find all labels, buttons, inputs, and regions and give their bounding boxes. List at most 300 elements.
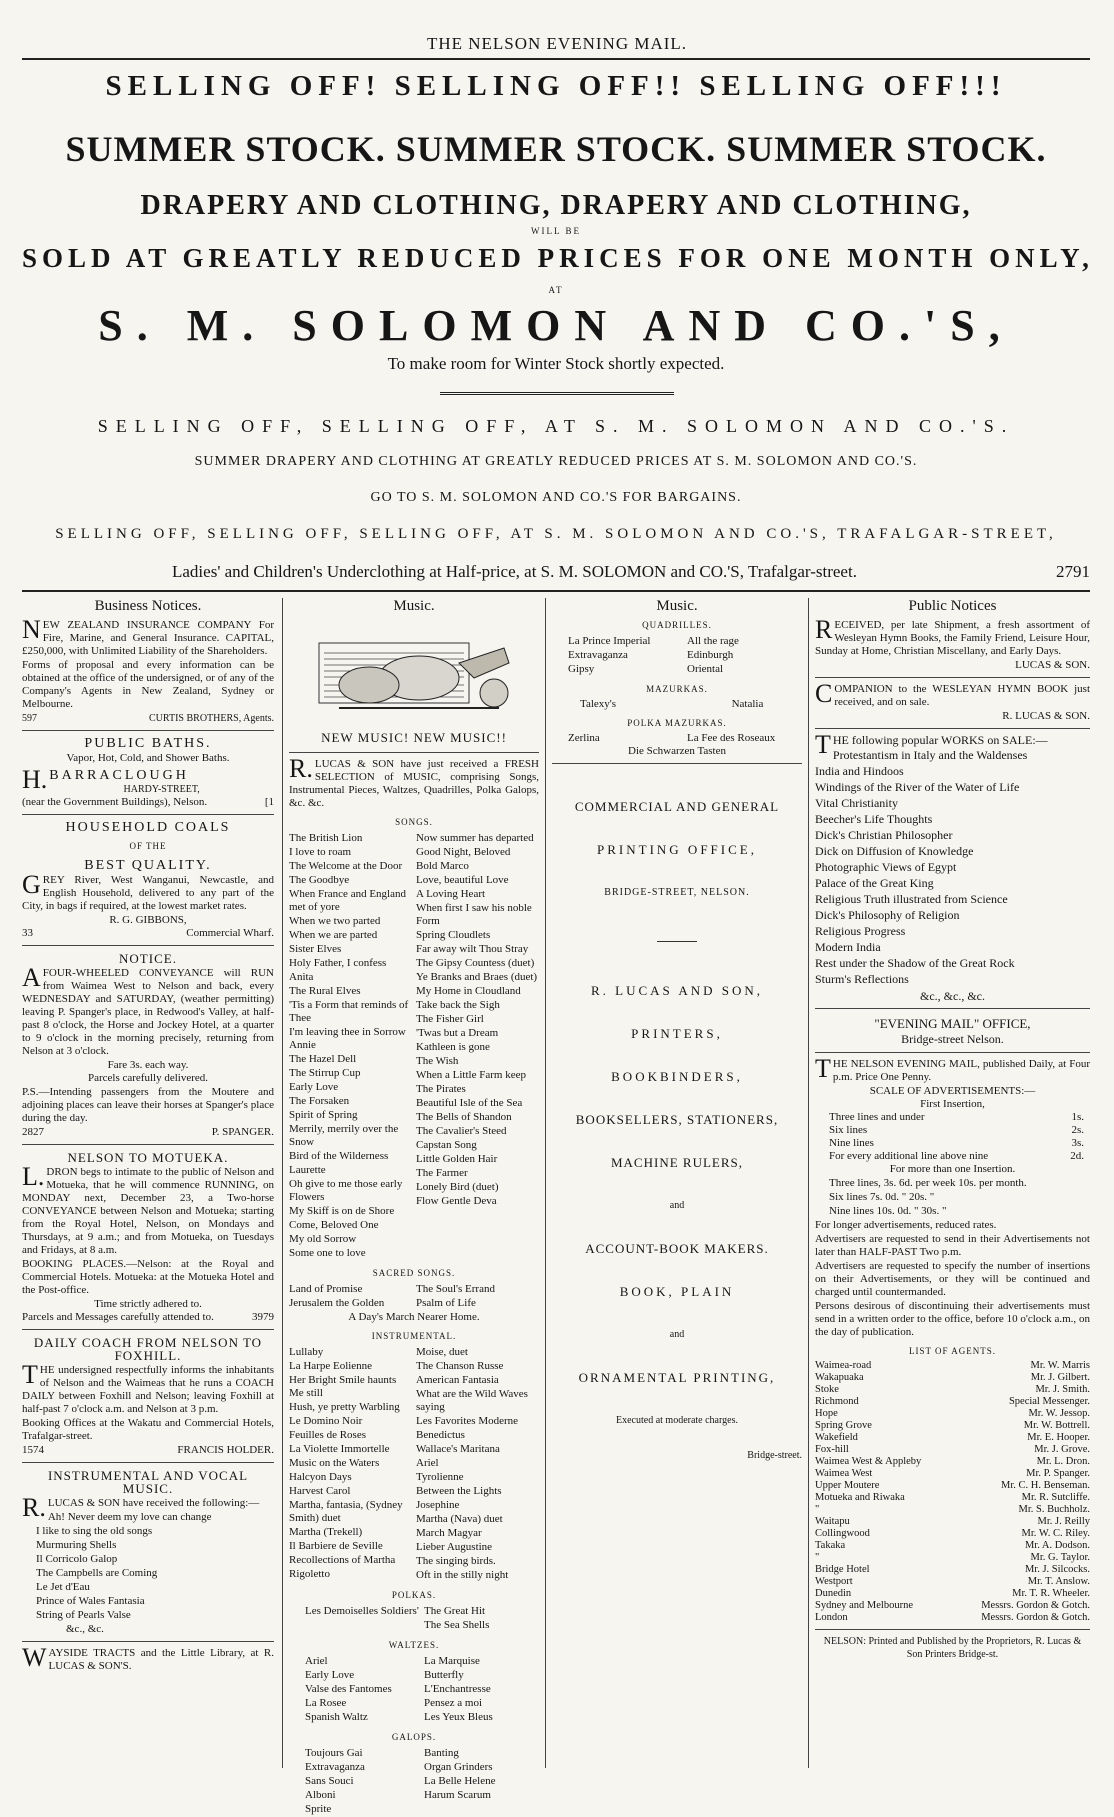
more-than-one: For more than one Insertion. xyxy=(889,1163,1016,1175)
waltz-item: Ariel xyxy=(305,1655,328,1667)
instrumental-item: Her Bright Smile haunts Me still xyxy=(289,1374,397,1399)
coals-of-the: OF THE xyxy=(129,841,167,851)
galops-left xyxy=(305,1746,420,1817)
song-item: Merrily, merrily over the Snow xyxy=(289,1123,399,1148)
coach-signature: 1574 FRANCIS HOLDER. xyxy=(22,1444,274,1456)
instrumental-list xyxy=(289,1345,539,1583)
instrumental-item: Benedictus xyxy=(416,1429,465,1441)
rate-row xyxy=(829,1111,1084,1124)
work-item: Vital Christianity xyxy=(815,796,898,810)
song-item: Good Night, Beloved xyxy=(416,846,511,858)
rates-multiple-insertion xyxy=(815,1177,1090,1218)
agent-row xyxy=(815,1444,1090,1456)
polka-item: The Sea Shells xyxy=(424,1619,490,1631)
instr-vocal-list xyxy=(22,1511,274,1636)
instrumental-item: Rigoletto xyxy=(289,1568,330,1580)
song-item: Holy Father, I confess xyxy=(289,957,387,969)
agent-row-label: Sydney and Melbourne xyxy=(815,1600,913,1611)
coals-address: 33 Commercial Wharf. xyxy=(22,927,274,939)
waltzes-left xyxy=(305,1654,420,1725)
notice-parcels: Parcels carefully delivered. xyxy=(87,1072,209,1084)
songs-right xyxy=(416,831,539,1261)
instrumental-item: Martha (Trekell) xyxy=(289,1526,363,1538)
list-item: Murmuring Shells xyxy=(36,1539,117,1551)
work-item: Religious Progress xyxy=(815,924,906,938)
song-item: Early Love xyxy=(289,1081,339,1093)
separator xyxy=(815,1629,1090,1630)
agent-row-value: Mr. W. Marris xyxy=(1030,1360,1090,1371)
baths-subtitle: Vapor, Hot, Cold, and Shower Baths. xyxy=(66,752,230,764)
song-item: Flow Gentle Deva xyxy=(416,1195,497,1207)
waltz-item: L'Enchantresse xyxy=(424,1683,491,1695)
baths-proprietor: H. BARRACLOUGH xyxy=(22,765,189,794)
galop-item: Harum Scarum xyxy=(424,1789,491,1801)
agent-row-label: Waimea-road xyxy=(815,1360,872,1371)
column-header: Public Notices xyxy=(908,598,997,614)
song-item: When a Little Farm keep xyxy=(416,1069,526,1081)
advertiser-note-3: Persons desirous of discontinuing their advertisements must send in a written order to the office, before 10 o'clock a.m., on the day of publication. xyxy=(815,1300,1090,1338)
list-item: Talexy's xyxy=(580,698,617,710)
agent-row-value: Mr. W. C. Riley. xyxy=(1021,1528,1090,1539)
agent-row-label: Waitapu xyxy=(815,1516,850,1527)
song-item: Beautiful Isle of the Sea xyxy=(416,1097,523,1109)
song-item: When we are parted xyxy=(289,929,378,941)
work-item: Windings of the River of the Water of Life xyxy=(815,780,1020,794)
list-item: I like to sing the old songs xyxy=(36,1525,153,1537)
song-item: Bold Marco xyxy=(416,860,469,872)
agent-row xyxy=(815,1468,1090,1480)
quadrille-item: Extravaganza xyxy=(568,649,628,661)
song-item: When we two parted xyxy=(289,915,381,927)
agent-row xyxy=(815,1540,1090,1552)
coals-title: HOUSEHOLD COALS xyxy=(65,820,231,835)
motueka-parcels: Parcels and Messages carefully attended to. 3979 xyxy=(22,1311,274,1323)
agent-row-label: Waimea West & Appleby xyxy=(815,1456,922,1467)
polkas-title: POLKAS. xyxy=(391,1590,437,1600)
print-office: PRINTING OFFICE, xyxy=(597,842,757,857)
first-insertion: First Insertion, xyxy=(920,1098,985,1110)
song-item: Take back the Sigh xyxy=(416,999,500,1011)
polka-mazurkas-list xyxy=(552,732,802,745)
ad-summer-stock: SUMMER STOCK. SUMMER STOCK. SUMMER STOCK. xyxy=(65,129,1047,169)
agent-row-value: Mr. E. Hooper. xyxy=(1027,1432,1090,1443)
instrumental-item: Hush, ye pretty Warbling xyxy=(289,1401,400,1413)
songs-list xyxy=(289,831,539,1261)
galop-item: Sans Souci xyxy=(305,1775,354,1787)
song-item: 'Tis a Form that reminds of Thee xyxy=(289,999,409,1024)
booksellers: BOOKSELLERS, STATIONERS, xyxy=(575,1112,779,1127)
ad-solomon: S. M. SOLOMON AND CO.'S, xyxy=(98,301,1014,350)
agent-row-value: Mr. R. Sutcliffe. xyxy=(1021,1492,1090,1503)
separator xyxy=(22,730,274,731)
separator xyxy=(22,945,274,946)
song-item: The Welcome at the Door xyxy=(289,860,403,872)
agent-row-value: Mr. W. Bottrell. xyxy=(1023,1420,1090,1431)
column-divider xyxy=(808,598,809,1768)
rate-item: Nine lines 10s. 0d. " 30s. " xyxy=(829,1205,947,1217)
printers: PRINTERS, xyxy=(631,1026,723,1041)
agents-list xyxy=(815,1360,1090,1624)
agent-row xyxy=(815,1612,1090,1624)
song-item: I love to roam xyxy=(289,846,352,858)
galops-right xyxy=(424,1746,539,1817)
song-item: Come, Beloved One xyxy=(289,1219,379,1231)
motueka-time: Time strictly adhered to. xyxy=(94,1298,202,1310)
sacred-left xyxy=(289,1282,412,1311)
rate-row-value: 3s. xyxy=(1071,1137,1084,1149)
work-item: Dick's Christian Philosopher xyxy=(815,828,953,842)
coach-title: DAILY COACH FROM NELSON TO FOXHILL. xyxy=(33,1335,263,1363)
notice-title: NOTICE. xyxy=(119,951,177,966)
works-list xyxy=(815,748,1090,987)
agent-row-value: Mr. J. Smith. xyxy=(1035,1384,1090,1395)
agent-row-value: Mr. P. Spanger. xyxy=(1026,1468,1090,1479)
advertiser-note-2: Advertisers are requested to specify the number of insertions on their Advertisements, or they will be continued and charged until countermanded. xyxy=(815,1260,1090,1298)
instrumental-item: Wallace's Maritana xyxy=(416,1443,500,1455)
rate-row xyxy=(829,1124,1084,1137)
song-item: Some one to love xyxy=(289,1247,366,1259)
agent-row xyxy=(815,1420,1090,1432)
song-item: The British Lion xyxy=(289,832,363,844)
baths-title: PUBLIC BATHS. xyxy=(84,736,212,751)
agent-row xyxy=(815,1480,1090,1492)
columns-top-rule xyxy=(22,590,1090,592)
column-business-notices xyxy=(22,600,274,1674)
separator xyxy=(22,814,274,815)
agent-row xyxy=(815,1588,1090,1600)
print-address: BRIDGE-STREET, NELSON. xyxy=(604,887,750,898)
song-item: Little Golden Hair xyxy=(416,1153,498,1165)
list-item: &c., &c. xyxy=(66,1623,104,1635)
coach-booking: Booking Offices at the Wakatu and Commercial Hotels, Trafalgar-street. xyxy=(22,1417,274,1442)
instrumental-right xyxy=(416,1345,539,1583)
agent-row-value: Mr. L. Dron. xyxy=(1036,1456,1090,1467)
agent-row-value: Mr. G. Taylor. xyxy=(1030,1552,1090,1563)
rate-row-label: For every additional line above nine xyxy=(829,1150,989,1162)
instrumental-item: American Fantasia xyxy=(416,1374,499,1386)
agent-row-label: Westport xyxy=(815,1576,853,1587)
agent-row-label: Dunedin xyxy=(815,1588,852,1599)
separator xyxy=(289,752,539,753)
coals-signature: R. G. GIBBONS, xyxy=(109,914,187,926)
column-public-notices xyxy=(815,600,1090,1661)
song-item: A Loving Heart xyxy=(416,888,486,900)
motueka-title: NELSON TO MOTUEKA. xyxy=(67,1150,229,1165)
agent-row-label: " xyxy=(815,1552,820,1563)
ad-bargains: GO TO S. M. SOLOMON AND CO.'S FOR BARGAINS. xyxy=(370,490,742,505)
agent-row xyxy=(815,1456,1090,1468)
mazurkas-list xyxy=(552,698,802,711)
agent-row xyxy=(815,1492,1090,1504)
agent-row-value: Messrs. Gordon & Gotch. xyxy=(981,1612,1090,1623)
rate-row-value: 2s. xyxy=(1071,1124,1084,1136)
agent-row-label: Upper Moutere xyxy=(815,1480,880,1491)
song-item: 'Twas but a Dream xyxy=(416,1027,499,1039)
quadrilles-list xyxy=(552,634,802,677)
galop-item: Extravaganza xyxy=(305,1761,365,1773)
book-plain: BOOK, PLAIN xyxy=(619,1284,735,1299)
waltz-item: La Marquise xyxy=(424,1655,480,1667)
ad-selling-at-solomon: SELLING OFF, SELLING OFF, AT S. M. SOLOMON AND CO.'S. xyxy=(97,416,1015,436)
notice-text: AFOUR-WHEELED CONVEYANCE will RUN from Waimea West to Nelson and back, every WEDNESDAY and SATURDAY, (weather permitting) leaving P. Spanger's place, in Redwood's Valley, at half-past 8 o'clock, the Horse and Jockey Hotel, at a quarter to 9 o'clock in the morning precisely, returning from Nelson at 3 o'clock. xyxy=(22,963,274,1057)
song-item: The Rural Elves xyxy=(289,985,361,997)
song-item: The Gipsy Countess (duet) xyxy=(416,957,535,969)
received-notice: RECEIVED, per late Shipment, a fresh assortment of Wesleyan Hymn Books, the Family Friend, Leisure Hour, Sunday at Home, Christian Miscellany, and Early Days. xyxy=(815,615,1090,657)
polkas-right xyxy=(424,1604,539,1633)
column-divider xyxy=(545,598,546,1768)
quadrille-item: Gipsy xyxy=(568,663,595,675)
galop-item: Sprite xyxy=(305,1803,332,1815)
column-music-printing xyxy=(552,600,802,1462)
ad-divider xyxy=(440,392,674,395)
polka-item: The Great Hit xyxy=(424,1605,486,1617)
waltz-item: Early Love xyxy=(305,1669,355,1681)
work-item: Palace of the Great King xyxy=(815,876,934,890)
ad-number: 2791 xyxy=(1056,562,1090,581)
list-item: Il Corricolo Galop xyxy=(36,1553,118,1565)
ad-summer-drapery: SUMMER DRAPERY AND CLOTHING AT GREATLY REDUCED PRICES AT S. M. SOLOMON AND CO.'S. xyxy=(194,454,918,469)
account-book-makers: ACCOUNT-BOOK MAKERS. xyxy=(585,1241,769,1256)
companion-notice: COMPANION to the WESLEYAN HYMN BOOK just received, and on sale. xyxy=(815,679,1090,708)
publication-notice: THE NELSON EVENING MAIL, published Daily, at Four p.m. Price One Penny. xyxy=(815,1054,1090,1083)
instrumental-item: Harvest Carol xyxy=(289,1485,351,1497)
rate-row-value: 2d. xyxy=(1070,1150,1084,1162)
agent-row-label: Wakapuaka xyxy=(815,1372,864,1383)
song-item: The Forsaken xyxy=(289,1095,350,1107)
galop-item: La Belle Helene xyxy=(424,1775,496,1787)
music-instruments-illustration xyxy=(309,623,519,723)
baths-street: HARDY-STREET, xyxy=(123,784,200,795)
galop-item: Banting xyxy=(424,1747,459,1759)
imprint: NELSON: Printed and Published by the Proprietors, R. Lucas & Son Printers Bridge-st. xyxy=(823,1636,1082,1660)
list-item: La Fee des Roseaux xyxy=(687,732,776,744)
companion-signature: R. LUCAS & SON. xyxy=(1002,710,1090,722)
agent-row-label: Collingwood xyxy=(815,1528,870,1539)
sacred-right xyxy=(416,1282,539,1311)
rate-row xyxy=(829,1150,1084,1163)
separator xyxy=(22,1641,274,1642)
song-item: Far away wilt Thou Stray xyxy=(416,943,529,955)
sacred-list xyxy=(289,1282,539,1311)
ad-underclothing xyxy=(22,562,1090,582)
waltzes-title: WALTZES. xyxy=(388,1640,440,1650)
instrumental-item: Martha, fantasia, (Sydney Smith) duet xyxy=(289,1499,403,1524)
work-item: Dick's Philosophy of Religion xyxy=(815,908,960,922)
instrumental-item: Lullaby xyxy=(289,1346,324,1358)
rate-item: Six lines 7s. 0d. " 20s. " xyxy=(829,1191,935,1203)
sacred-last: A Day's March Nearer Home. xyxy=(348,1311,480,1323)
waltz-item: La Rosee xyxy=(305,1697,347,1709)
instrumental-left xyxy=(289,1345,412,1583)
polkas-left xyxy=(305,1604,420,1633)
and-text: and xyxy=(669,1200,685,1211)
waltz-item: Spanish Waltz xyxy=(305,1711,368,1723)
mazurkas-title: MAZURKAS. xyxy=(646,684,708,694)
instrumental-item: Halcyon Days xyxy=(289,1471,352,1483)
baths-address: (near the Government Buildings), Nelson. [1 xyxy=(22,796,274,808)
song-item: Now summer has departed xyxy=(416,832,534,844)
agent-row-value: Mr. A. Dodson. xyxy=(1024,1540,1090,1551)
polka-item: Les Demoiselles Soldiers' xyxy=(305,1605,419,1617)
song-item: Spring Cloudlets xyxy=(416,929,491,941)
work-item: Beecher's Life Thoughts xyxy=(815,812,933,826)
machine-rulers: MACHINE RULERS, xyxy=(610,1155,743,1170)
waltzes-list xyxy=(289,1654,539,1725)
quadrille-item: Oriental xyxy=(687,663,724,675)
separator xyxy=(22,1462,274,1463)
songs-title: SONGS. xyxy=(395,817,433,827)
waltz-item: Butterfly xyxy=(424,1669,464,1681)
list-item: Ah! Never deem my love can change xyxy=(47,1511,212,1523)
song-item: Bird of the Wilderness xyxy=(289,1150,389,1162)
song-item: My Home in Cloudland xyxy=(416,985,521,997)
advertiser-note-1: Advertisers are requested to send in their Advertisements not later than HALF-PAST Two p.m. xyxy=(815,1233,1090,1258)
agent-row-value: Mr. S. Buchholz. xyxy=(1018,1504,1090,1515)
galop-item: Toujours Gai xyxy=(305,1747,363,1759)
agent-row xyxy=(815,1384,1090,1396)
sacred-song-item: Land of Promise xyxy=(289,1283,363,1295)
separator xyxy=(815,728,1090,729)
rate-row xyxy=(829,1137,1084,1150)
notice-ps: P.S.—Intending passengers from the Moutere and adjoining places can leave their horses at Spanger's place during the day. xyxy=(22,1086,274,1124)
received-signature: LUCAS & SON. xyxy=(1015,659,1090,671)
evening-mail-office: "EVENING MAIL" OFFICE, xyxy=(874,1016,1031,1031)
list-item: String of Pearls Valse xyxy=(36,1609,131,1621)
sacred-song-item: Psalm of Life xyxy=(416,1297,476,1309)
instrumental-item: Martha (Nava) duet xyxy=(416,1513,503,1525)
instrumental-item: What are the Wild Waves saying xyxy=(416,1388,528,1413)
agent-row-value: Special Messenger. xyxy=(1008,1396,1090,1407)
instrumental-item: Ariel xyxy=(416,1457,439,1469)
agent-row-value: Mr. C. H. Benseman. xyxy=(1001,1480,1090,1491)
masthead-rule xyxy=(22,58,1090,60)
agent-row xyxy=(815,1552,1090,1564)
work-item: Dick on Diffusion of Knowledge xyxy=(815,844,974,858)
music-intro: R. LUCAS & SON have just received a FRESH SELECTION of MUSIC, comprising Songs, Instrumental Pieces, Waltzes, Quadrilles, Polka Galops, &c. &c. xyxy=(289,754,539,809)
galop-item: Organ Grinders xyxy=(424,1761,493,1773)
work-item: Religious Truth illustrated from Science xyxy=(815,892,1008,906)
agent-row xyxy=(815,1408,1090,1420)
separator xyxy=(22,1144,274,1145)
quadrille-item: La Prince Imperial xyxy=(568,635,651,647)
instrumental-item: Music on the Waters xyxy=(289,1457,380,1469)
instrumental-item: Les Favorites Moderne xyxy=(416,1415,519,1427)
song-item: The Pirates xyxy=(416,1083,466,1095)
instrumental-item: Josephine xyxy=(416,1499,460,1511)
ad-drapery: DRAPERY AND CLOTHING, DRAPERY AND CLOTHING, xyxy=(140,190,972,221)
coals-best-quality: BEST QUALITY. xyxy=(84,858,212,873)
ad-trafalgar: SELLING OFF, SELLING OFF, SELLING OFF, AT S. M. SOLOMON AND CO.'S, TRAFALGAR-STREET, xyxy=(55,526,1057,542)
agent-row-label: Wakefield xyxy=(815,1432,858,1443)
polka-mazurkas-title: POLKA MAZURKAS. xyxy=(627,718,727,728)
rates-first-insertion xyxy=(815,1111,1090,1163)
separator xyxy=(815,677,1090,678)
work-item: Modern India xyxy=(815,940,881,954)
agent-row-value: Mr. J. Reilly xyxy=(1037,1516,1090,1527)
agent-row-label: Richmond xyxy=(815,1396,859,1407)
instrumental-item: La Harpe Eolienne xyxy=(289,1360,373,1372)
song-item: Laurette xyxy=(289,1164,326,1176)
ad-will-be: WILL BE xyxy=(531,226,581,236)
separator xyxy=(815,1008,1090,1009)
instrumental-item: Oft in the stilly night xyxy=(416,1569,509,1581)
agent-row-value: Mr. W. Jessop. xyxy=(1028,1408,1090,1419)
song-item: When France and England met of yore xyxy=(289,888,406,913)
instrumental-item: Lieber Augustine xyxy=(416,1541,493,1553)
song-item: My Skiff is on de Shore xyxy=(289,1205,395,1217)
song-item: Love, beautiful Love xyxy=(416,874,509,886)
instrumental-item: Tyrolienne xyxy=(416,1471,464,1483)
song-item: The Farmer xyxy=(416,1167,468,1179)
agent-row xyxy=(815,1600,1090,1612)
song-item: The Goodbye xyxy=(289,874,350,886)
instrumental-item: Moise, duet xyxy=(416,1346,468,1358)
list-item: Prince of Wales Fantasia xyxy=(36,1595,145,1607)
galops-title: GALOPS. xyxy=(391,1732,437,1742)
agent-row-label: " xyxy=(815,1504,820,1515)
separator xyxy=(815,1052,1090,1053)
work-item: Sturm's Reflections xyxy=(815,972,909,986)
instrumental-title: INSTRUMENTAL. xyxy=(371,1331,457,1341)
galops-list xyxy=(289,1746,539,1817)
ad-at: AT xyxy=(548,285,564,295)
agent-row-label: Stoke xyxy=(815,1384,839,1395)
song-item: Oh give to me those early Flowers xyxy=(289,1178,403,1203)
quadrille-item: Edinburgh xyxy=(687,649,734,661)
list-item: The Campbells are Coming xyxy=(36,1567,158,1579)
instrumental-item: Recollections of Martha xyxy=(289,1554,396,1566)
ad-selling-off: SELLING OFF! SELLING OFF!! SELLING OFF!!! xyxy=(105,70,1007,102)
r-lucas-and-son: R. LUCAS AND SON, xyxy=(591,983,763,998)
song-item: Sister Elves xyxy=(289,943,342,955)
waltz-item: Les Yeux Bleus xyxy=(424,1711,493,1723)
song-item: Ye Branks and Braes (duet) xyxy=(416,971,538,983)
bridge-street: Bridge-street. xyxy=(747,1450,802,1461)
agent-row-label: London xyxy=(815,1612,848,1623)
column-header: Business Notices. xyxy=(94,598,202,614)
instrumental-item: Il Barbiere de Seville xyxy=(289,1540,383,1552)
rate-row-label: Three lines and under xyxy=(829,1111,925,1123)
work-item: Rest under the Shadow of the Great Rock xyxy=(815,956,1015,970)
waltz-item: Pensez a moi xyxy=(424,1697,483,1709)
agent-row xyxy=(815,1396,1090,1408)
waltz-item: Valse des Fantomes xyxy=(305,1683,392,1695)
work-item: Photographic Views of Egypt xyxy=(815,860,957,874)
song-item: I'm leaving thee in Sorrow Annie xyxy=(289,1026,406,1051)
works-etc: &c., &c., &c. xyxy=(920,989,985,1003)
agent-row-label: Spring Grove xyxy=(815,1420,872,1431)
and-text: and xyxy=(669,1329,685,1340)
executed-charges: Executed at moderate charges. xyxy=(616,1415,738,1426)
new-music-heading: NEW MUSIC! NEW MUSIC!! xyxy=(321,730,507,745)
agent-row-label: Bridge Hotel xyxy=(815,1564,870,1575)
longer-ads: For longer advertisements, reduced rates. xyxy=(815,1219,997,1231)
song-item: The Hazel Dell xyxy=(289,1053,357,1065)
ad-reduced-prices: SOLD AT GREATLY REDUCED PRICES FOR ONE MONTH ONLY, xyxy=(22,243,1094,273)
list-item: Le Jet d'Eau xyxy=(36,1581,90,1593)
instrumental-item: La Violette Immortelle xyxy=(289,1443,390,1455)
list-item: Zerlina xyxy=(568,732,600,744)
ad-winter-stock: To make room for Winter Stock shortly expected. xyxy=(387,354,725,373)
instrumental-item: Le Domino Noir xyxy=(289,1415,363,1427)
rate-row-value: 1s. xyxy=(1071,1111,1084,1123)
nz-insurance-signature: 597 CURTIS BROTHERS, Agents. xyxy=(22,713,274,724)
agent-row xyxy=(815,1564,1090,1576)
quadrille-item: All the rage xyxy=(687,635,739,647)
separator xyxy=(22,1329,274,1330)
song-item: Capstan Song xyxy=(416,1139,477,1151)
quadrilles-title: QUADRILLES. xyxy=(642,620,712,630)
